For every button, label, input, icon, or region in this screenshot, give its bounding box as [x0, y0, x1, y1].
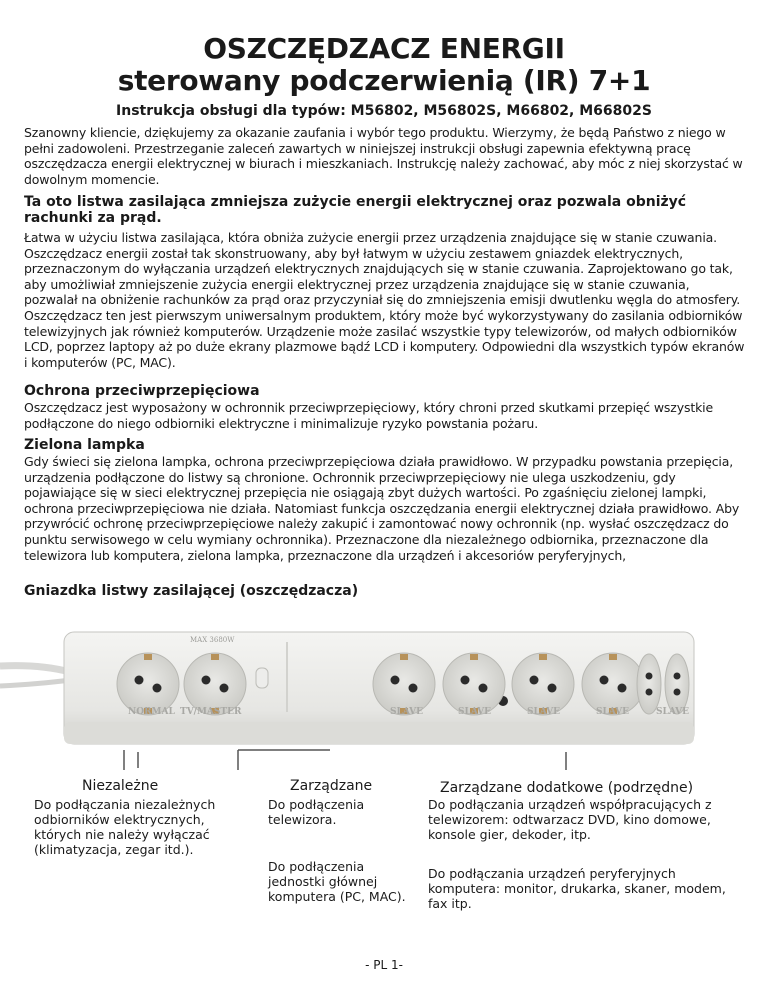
heading-main: Ta oto listwa zasilająca zmniejsza zużycie energii elektrycznej oraz pozwala obniżyć rachunki za prąd.: [24, 194, 687, 226]
socket-hole: [135, 676, 144, 685]
heading-green-led: Zielona lampka: [24, 437, 145, 453]
socket-hole: [548, 684, 557, 693]
cable-2: [0, 680, 70, 686]
cable: [0, 666, 70, 672]
ir-sensor: [256, 668, 268, 688]
paragraph-main: Łatwa w użyciu listwa zasilająca, która obniża zużycie energii przez urządzenia znajdujące się w stanie czuwania. Oszczędzacz energii został tak skonstruowany, aby był łatwym w użyciu zestawem gniazdek elektrycznych, przeznaczonym do wyłączania urządzeń elektrycznych znajdujących się w stanie czuwania. Zaprojektowano go tak, aby umożliwiał zmniejszenie zużycia energii elektrycznej przez urządzenia znajdujące się w stanie czuwania, pozwalał na obniżenie rachunków za prąd oraz przyczyniał się do zmniejszenia emisji dwutlenku węgla do atmosfery. Oszczędzacz ten jest pierwszym uniwersalnym produktem, który może być wykorzystywany do zasilania odbiorników telewizyjnych jak również komputerów. Urządzenie może zasilać wszystkie typy telewizorów, od małych odbiorników LCD, poprzez laptopy aż po duże ekrany plazmowe bądź LCD i komputery. Odpowiedni dla wszystkich typów ekranów i komputerów (PC, MAC).: [24, 230, 745, 370]
col-independent-text: Do podłączania niezależnych odbiorników elektrycznych, których nie należy wyłączać (klimatyzacja, zegar itd.).: [34, 797, 216, 857]
socket-hole: [409, 684, 418, 693]
ground-contact: [400, 654, 408, 660]
socket-label: SLAVE: [527, 707, 560, 717]
title-line-2: sterowany podczerwienią (IR) 7+1: [117, 64, 651, 97]
socket-hole: [646, 689, 653, 696]
ground-contact: [144, 654, 152, 660]
socket: [582, 653, 644, 715]
euro-socket: [637, 654, 661, 714]
socket: [184, 653, 246, 715]
ground-contact: [609, 654, 617, 660]
col-managed-title: Zarządzane: [290, 778, 373, 794]
socket-hole: [202, 676, 211, 685]
socket-label: SLAVE: [596, 707, 629, 717]
subtitle: Instrukcja obsługi dla typów: M56802, M56802S, M66802, M66802S: [116, 103, 652, 119]
socket-hole: [530, 676, 539, 685]
socket-label: NORMAL: [128, 707, 175, 717]
col-additional-title: Zarządzane dodatkowe (podrzędne): [440, 780, 694, 796]
socket-hole: [461, 676, 470, 685]
paragraph-green-led: Gdy świeci się zielona lampka, ochrona przeciwprzepięciowa działa prawidłowo. W przypadku powstania przepięcia, urządzenia podłączone do listwy są chronione. Ochronnik przeciwprzepięciowy nie ulega uszkodzeniu, gdy pojawiające się w sieci elektrycznej przepięcia nie osiągają zbyt dużych wartości. Po zgaśnięciu zielonej lampki, ochrona przeciwprzepięciowa nie działa. Natomiast funkcja oszczędzania energii elektrycznej działa prawidłowo. Aby przywrócić ochronę przeciwprzepięciowe należy zakupić i zamontować nowy ochronnik (np. wysłać oszczędzacz do punktu serwisowego w celu wymiany ochronnika). Przeznaczone dla niezależnego odbiornika, przeznaczone dla telewizora lub komputera, zielona lampka, przeznaczone dla urządzeń i akcesoriów peryferyjnych,: [24, 454, 740, 563]
socket-hole: [479, 684, 488, 693]
socket-label: SLAVE: [458, 707, 491, 717]
power-strip-svg: [0, 610, 768, 770]
socket-hole: [153, 684, 162, 693]
paragraph-protection: Oszczędzacz jest wyposażony w ochronnik przeciwprzepięciowy, który chroni przed skutkami przepięć wszystkie podłączone do niego odbiorniki elektryczne i minimalizuje ryzyko powstania pożaru.: [24, 400, 714, 431]
socket-hole: [646, 673, 653, 680]
socket: [117, 653, 179, 715]
socket: [373, 653, 435, 715]
title-line-1: OSZCZĘDZACZ ENERGII: [203, 32, 565, 65]
socket-hole: [600, 676, 609, 685]
socket-hole: [674, 689, 681, 696]
socket-label: TV/MASTER: [180, 707, 242, 717]
socket-hole: [674, 673, 681, 680]
euro-socket: [665, 654, 689, 714]
col-independent-title: Niezależne: [82, 778, 159, 794]
heading-protection: Ochrona przeciwprzepięciowa: [24, 383, 260, 399]
divider: [286, 642, 288, 712]
socket-hole: [618, 684, 627, 693]
col-additional-text-tv: Do podłączania urządzeń współpracujących z telewizorem: odtwarzacz DVD, kino domowe, konsole gier, dekoder, itp.: [428, 797, 712, 842]
socket-label: SLAVE: [390, 707, 423, 717]
strip-base: [64, 722, 694, 744]
socket-hole: [220, 684, 229, 693]
socket: [512, 653, 574, 715]
socket-hole: [391, 676, 400, 685]
ground-contact: [539, 654, 547, 660]
page-footer: - PL 1-: [365, 958, 403, 972]
socket: [443, 653, 505, 715]
ground-contact: [211, 654, 219, 660]
col-managed-text-tv: Do podłączenia telewizora.: [268, 797, 365, 827]
ground-contact: [470, 654, 478, 660]
socket-label: SLAVE: [656, 707, 689, 717]
intro-paragraph: Szanowny kliencie, dziękujemy za okazanie zaufania i wybór tego produktu. Wierzymy, że będą Państwo z niego w pełni zadowoleni. Przestrzeganie zaleceń zawartych w niniejszej instrukcji obsługi zapewnia efektywną pracę oszczędzacza energii elektrycznej w biurach i mieszkaniach. Instrukcję należy zachować, aby móc z niej skorzystać w dowolnym momencie.: [24, 125, 743, 187]
power-strip-illustration: [0, 610, 768, 770]
col-additional-text-pc: Do podłączania urządzeń peryferyjnych komputera: monitor, drukarka, skaner, modem, fax itp.: [428, 866, 726, 911]
heading-sockets: Gniazdka listwy zasilającej (oszczędzacza): [24, 583, 359, 599]
max-label: MAX 3680W: [190, 636, 235, 644]
col-managed-text-pc: Do podłączenia jednostki głównej komputera (PC, MAC).: [268, 859, 406, 904]
